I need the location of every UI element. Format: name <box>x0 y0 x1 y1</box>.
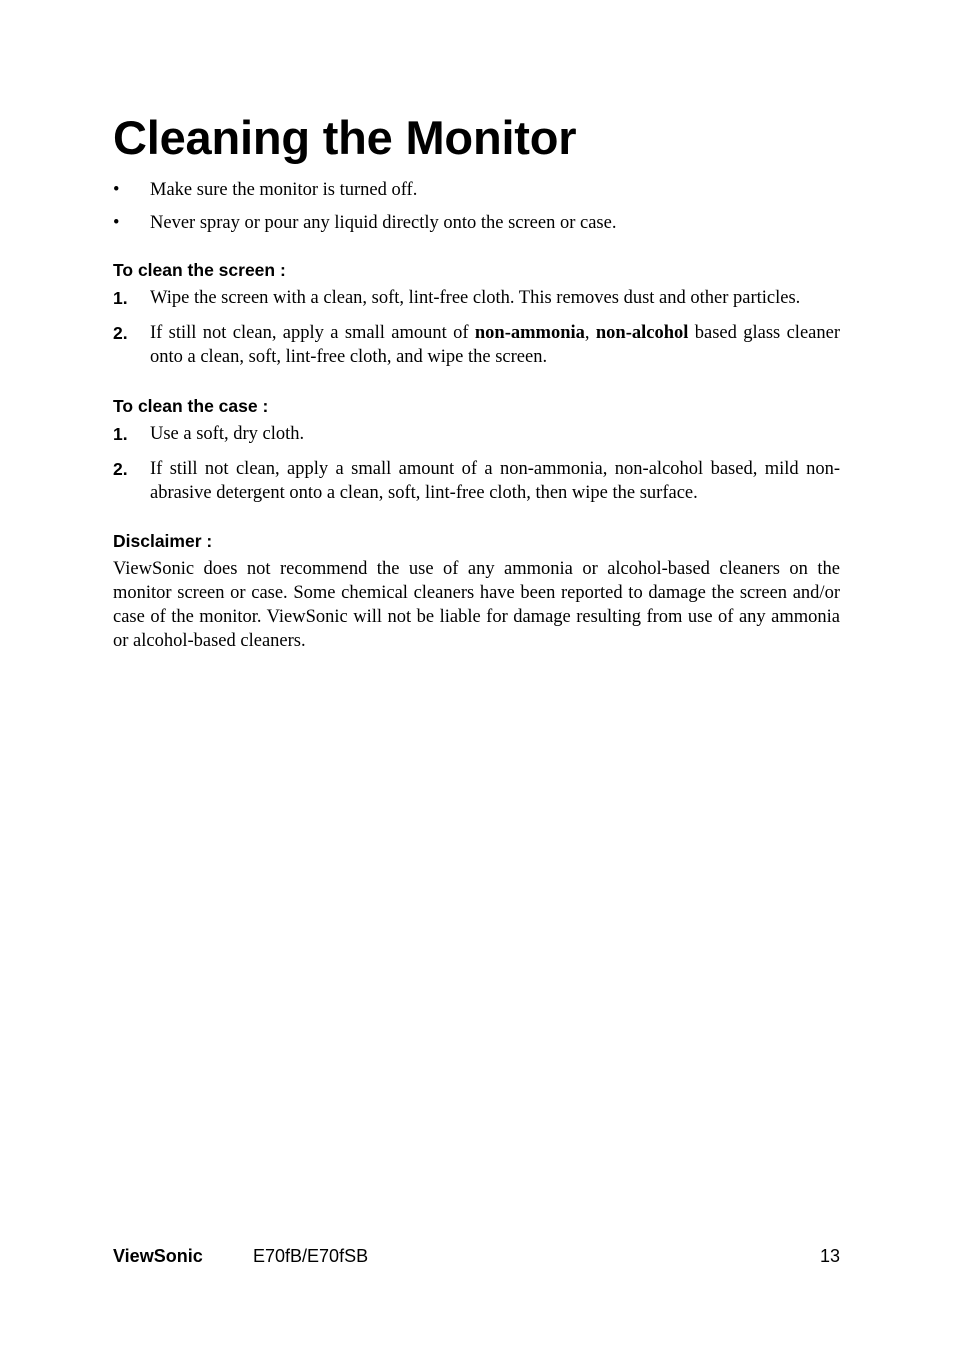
text-run: based glass cleaner onto a clean, soft, lint-free cloth, and wipe the screen. <box>150 323 840 367</box>
text-run: If still not clean, apply a small amount of <box>150 323 475 343</box>
footer-page-number: 13 <box>819 1246 840 1266</box>
bullet-item: Never spray or pour any liquid directly onto the screen or case. <box>150 213 617 233</box>
text-run: , <box>584 323 596 343</box>
list-item <box>150 321 840 369</box>
bullet-marker: • <box>113 180 120 200</box>
bold-term-non-ammonia: non-ammonia <box>474 323 585 343</box>
list-number: 1. <box>113 424 128 444</box>
bullet-item: Make sure the monitor is turned off. <box>150 180 418 200</box>
list-number: 2. <box>113 323 128 343</box>
bullet-marker: • <box>113 213 120 233</box>
section-heading-disclaimer: Disclaimer : <box>113 531 213 551</box>
list-number: 1. <box>113 288 128 308</box>
section-heading-case: To clean the case : <box>113 396 269 416</box>
page-title: Cleaning the Monitor <box>113 111 577 164</box>
section-heading-screen: To clean the screen : <box>113 260 286 280</box>
disclaimer-text: ViewSonic does not recommend the use of any ammonia or alcohol-based cleaners on the monitor screen or case. Some chemical cleaners have been reported to damage the screen and/or case of the monitor. ViewSonic will not be liable for damage resulting from use of any ammonia or alcohol-based cleaners. <box>113 559 840 651</box>
list-item: If still not clean, apply a small amount of a non-ammonia, non-alcohol based, mild non-abrasive detergent onto a clean, soft, lint-free cloth, then wipe the surface. <box>150 459 840 503</box>
footer-brand: ViewSonic <box>113 1246 203 1266</box>
list-item: Use a soft, dry cloth. <box>150 424 305 444</box>
bold-term-non-alcohol: non-alcohol <box>595 323 689 343</box>
list-item: Wipe the screen with a clean, soft, lint-free cloth. This removes dust and other particles. <box>150 288 801 308</box>
list-number: 2. <box>113 459 128 479</box>
footer-model: E70fB/E70fSB <box>253 1246 369 1266</box>
